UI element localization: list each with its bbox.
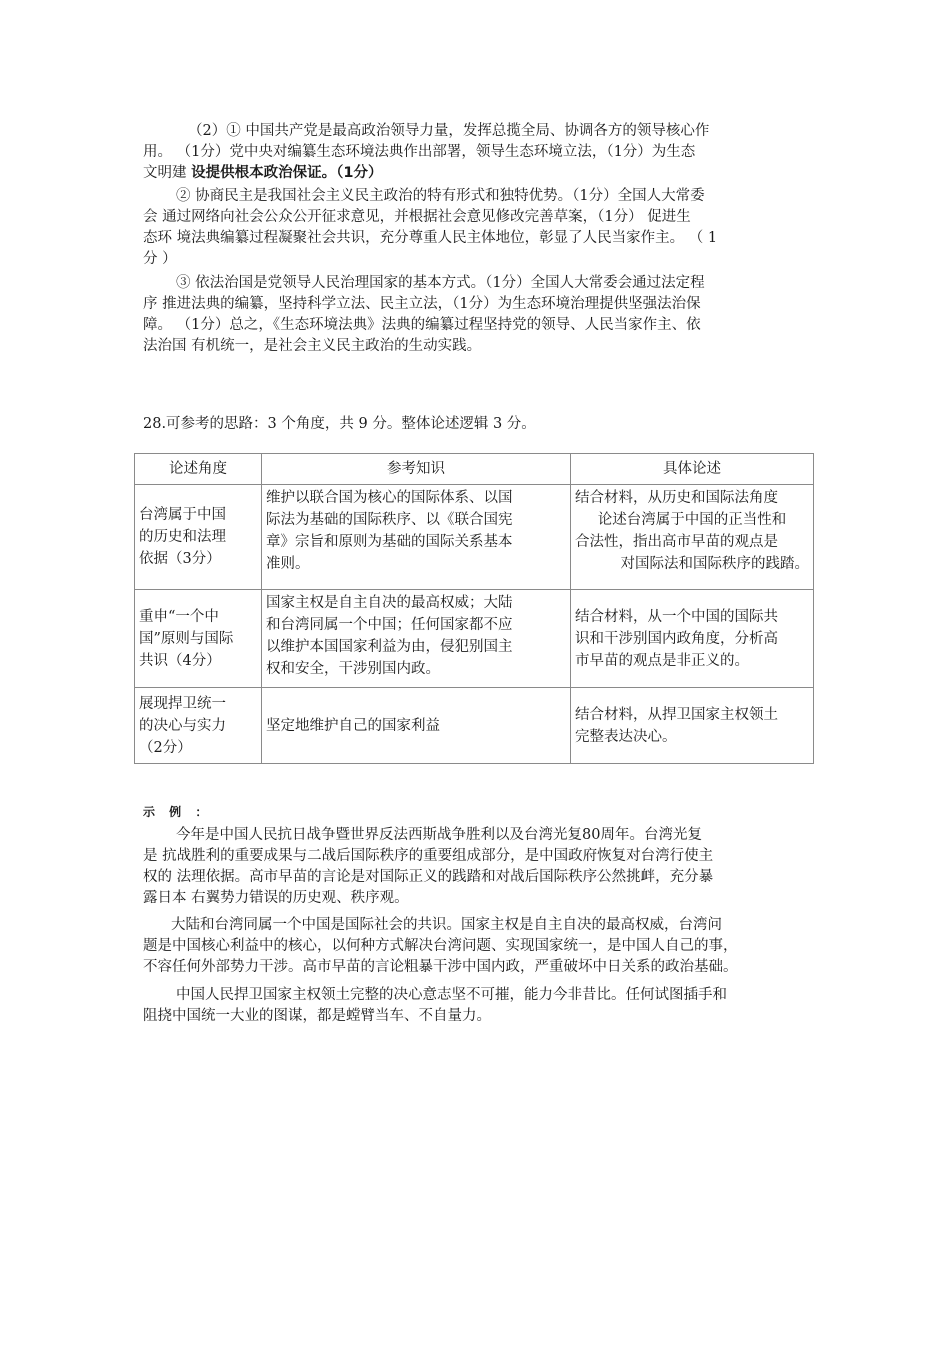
text-line: 权的 法理依据。高市早苗的言论是对国际正义的践踏和对战后国际秩序公然挑衅，充分暴 — [143, 869, 714, 885]
q28-intro — [143, 414, 813, 435]
discussion-cell — [571, 688, 814, 764]
cell-line: 共识（4分） — [139, 652, 221, 669]
cell-line: 的历史和法理 — [139, 529, 226, 545]
text-line: （2）① 中国共产党是最高政治领导力量，发挥总揽全局、协调各方的领导核心作 — [188, 123, 710, 139]
table-header-row — [135, 454, 814, 485]
column-header: 参考知识 — [262, 454, 571, 485]
example-paragraph-3 — [143, 985, 813, 1027]
cell-line: 权和安全，干涉别国内政。 — [266, 661, 440, 677]
discussion-cell — [571, 590, 814, 688]
text-line: 用。 （1分）党中央对编纂生态环境法典作出部署，领导生态环境立法，（1分）为生态 — [143, 144, 696, 160]
cell-line: 结合材料，从一个中国的国际共 — [575, 608, 778, 625]
example-paragraph-2 — [143, 915, 813, 978]
example-paragraph-1 — [143, 825, 813, 909]
cell-line: 际法为基础的国际秩序、以《联合国宪 — [266, 512, 513, 528]
text-line: 法治国 有机统一，是社会主义民主政治的生动实践。 — [143, 338, 482, 354]
knowledge-cell — [262, 485, 571, 590]
cell-line: 台湾属于中国 — [139, 507, 226, 523]
cell-line: 合法性，指出高市早苗的观点是 — [575, 534, 778, 550]
cell-line: 维护以联合国为核心的国际体系、以国 — [266, 490, 513, 506]
answer-part2-item2 — [143, 186, 813, 270]
cell-line: 对国际法和国际秩序的践踏。 — [620, 556, 809, 572]
cell-line: 和台湾同属一个中国；任何国家都不应 — [266, 617, 513, 633]
answer-part2-item1 — [143, 121, 813, 184]
angle-cell — [135, 688, 262, 764]
cell-line: 依据（3分） — [139, 551, 221, 567]
text-span: 文明建 — [143, 165, 187, 181]
text-line: ② 协商民主是我国社会主义民主政治的特有形式和独特优势。（1分）全国人大常委 — [176, 188, 705, 204]
text-line: ③ 依法治国是党领导人民治理国家的基本方式。（1分）全国人大常委会通过法定程 — [176, 275, 705, 291]
cell-line: 坚定地维护自己的国家利益 — [266, 717, 440, 734]
table-row — [135, 688, 814, 764]
example-label: 示 例 ： — [143, 805, 213, 819]
cell-line: 准则。 — [266, 556, 310, 572]
text-line: 题是中国核心利益中的核心，以何种方式解决台湾问题、实现国家统一，是中国人自己的事， — [143, 938, 738, 954]
emphasized-text: 设提供根本政治保证。（1分） — [191, 165, 383, 181]
text-line: 是 抗战胜利的重要成果与二战后国际秩序的重要组成部分，是中国政府恢复对台湾行使主 — [143, 848, 714, 864]
text-line: 会 通过网络向社会公众公开征求意见，并根据社会意见修改完善草案，（1分） 促进生 — [143, 209, 691, 225]
text-line: 不容任何外部势力干涉。高市早苗的言论粗暴干涉中国内政，严重破坏中日关系的政治基础。 — [143, 959, 738, 975]
reference-table — [134, 453, 814, 764]
cell-line: 完整表达决心。 — [575, 728, 677, 745]
cell-line: （2分） — [139, 739, 192, 756]
answer-part2-item3 — [143, 273, 813, 357]
cell-line: 识和干涉别国内政角度，分析高 — [575, 630, 778, 647]
column-header: 论述角度 — [135, 454, 262, 485]
table-row — [135, 590, 814, 688]
cell-line: 重申“一个中 — [139, 608, 219, 625]
text-line: 序 推进法典的编纂，坚持科学立法、民主立法，（1分）为生态环境治理提供坚强法治保 — [143, 296, 701, 312]
text-line: 分 ） — [143, 251, 177, 267]
cell-line: 结合材料，从捍卫国家主权领土 — [575, 706, 778, 723]
cell-line: 展现捍卫统一 — [139, 695, 226, 712]
cell-line: 结合材料，从历史和国际法角度 — [575, 490, 778, 506]
cell-line: 国家主权是自主自决的最高权威；大陆 — [266, 595, 513, 611]
knowledge-cell — [262, 590, 571, 688]
knowledge-cell — [262, 688, 571, 764]
angle-cell — [135, 485, 262, 590]
cell-line: 以维护本国国家利益为由，侵犯别国主 — [266, 639, 513, 655]
text-line: 今年是中国人民抗日战争暨世界反法西斯战争胜利以及台湾光复80周年。台湾光复 — [176, 827, 702, 843]
cell-line: 市早苗的观点是非正义的。 — [575, 652, 749, 669]
text-line: 障。 （1分）总之，《生态环境法典》法典的编纂过程坚持党的领导、人民当家作主、依 — [143, 317, 701, 333]
text-line: 大陆和台湾同属一个中国是国际社会的共识。国家主权是自主自决的最高权威，台湾问 — [171, 917, 722, 933]
angle-cell — [135, 590, 262, 688]
text-line: 露日本 右翼势力错误的历史观、秩序观。 — [143, 890, 409, 906]
text-line — [143, 163, 813, 184]
text-line: 28.可参考的思路：3 个角度，共 9 分。整体论述逻辑 3 分。 — [143, 416, 536, 432]
column-header: 具体论述 — [571, 454, 814, 485]
discussion-cell — [571, 485, 814, 590]
cell-line: 论述台湾属于中国的正当性和 — [597, 512, 787, 528]
cell-line: 章》宗旨和原则为基础的国际关系基本 — [266, 534, 513, 550]
text-line: 态环 境法典编纂过程凝聚社会共识，充分尊重人民主体地位，彰显了人民当家作主。 （ 1 — [143, 230, 718, 246]
table-row — [135, 485, 814, 590]
text-line: 中国人民捍卫国家主权领土完整的决心意志坚不可摧，能力今非昔比。任何试图插手和 — [176, 987, 727, 1003]
cell-line: 的决心与实力 — [139, 717, 226, 734]
cell-line: 国”原则与国际 — [139, 630, 234, 647]
text-line: 阻挠中国统一大业的图谋，都是螳臂当车、不自量力。 — [143, 1008, 491, 1024]
